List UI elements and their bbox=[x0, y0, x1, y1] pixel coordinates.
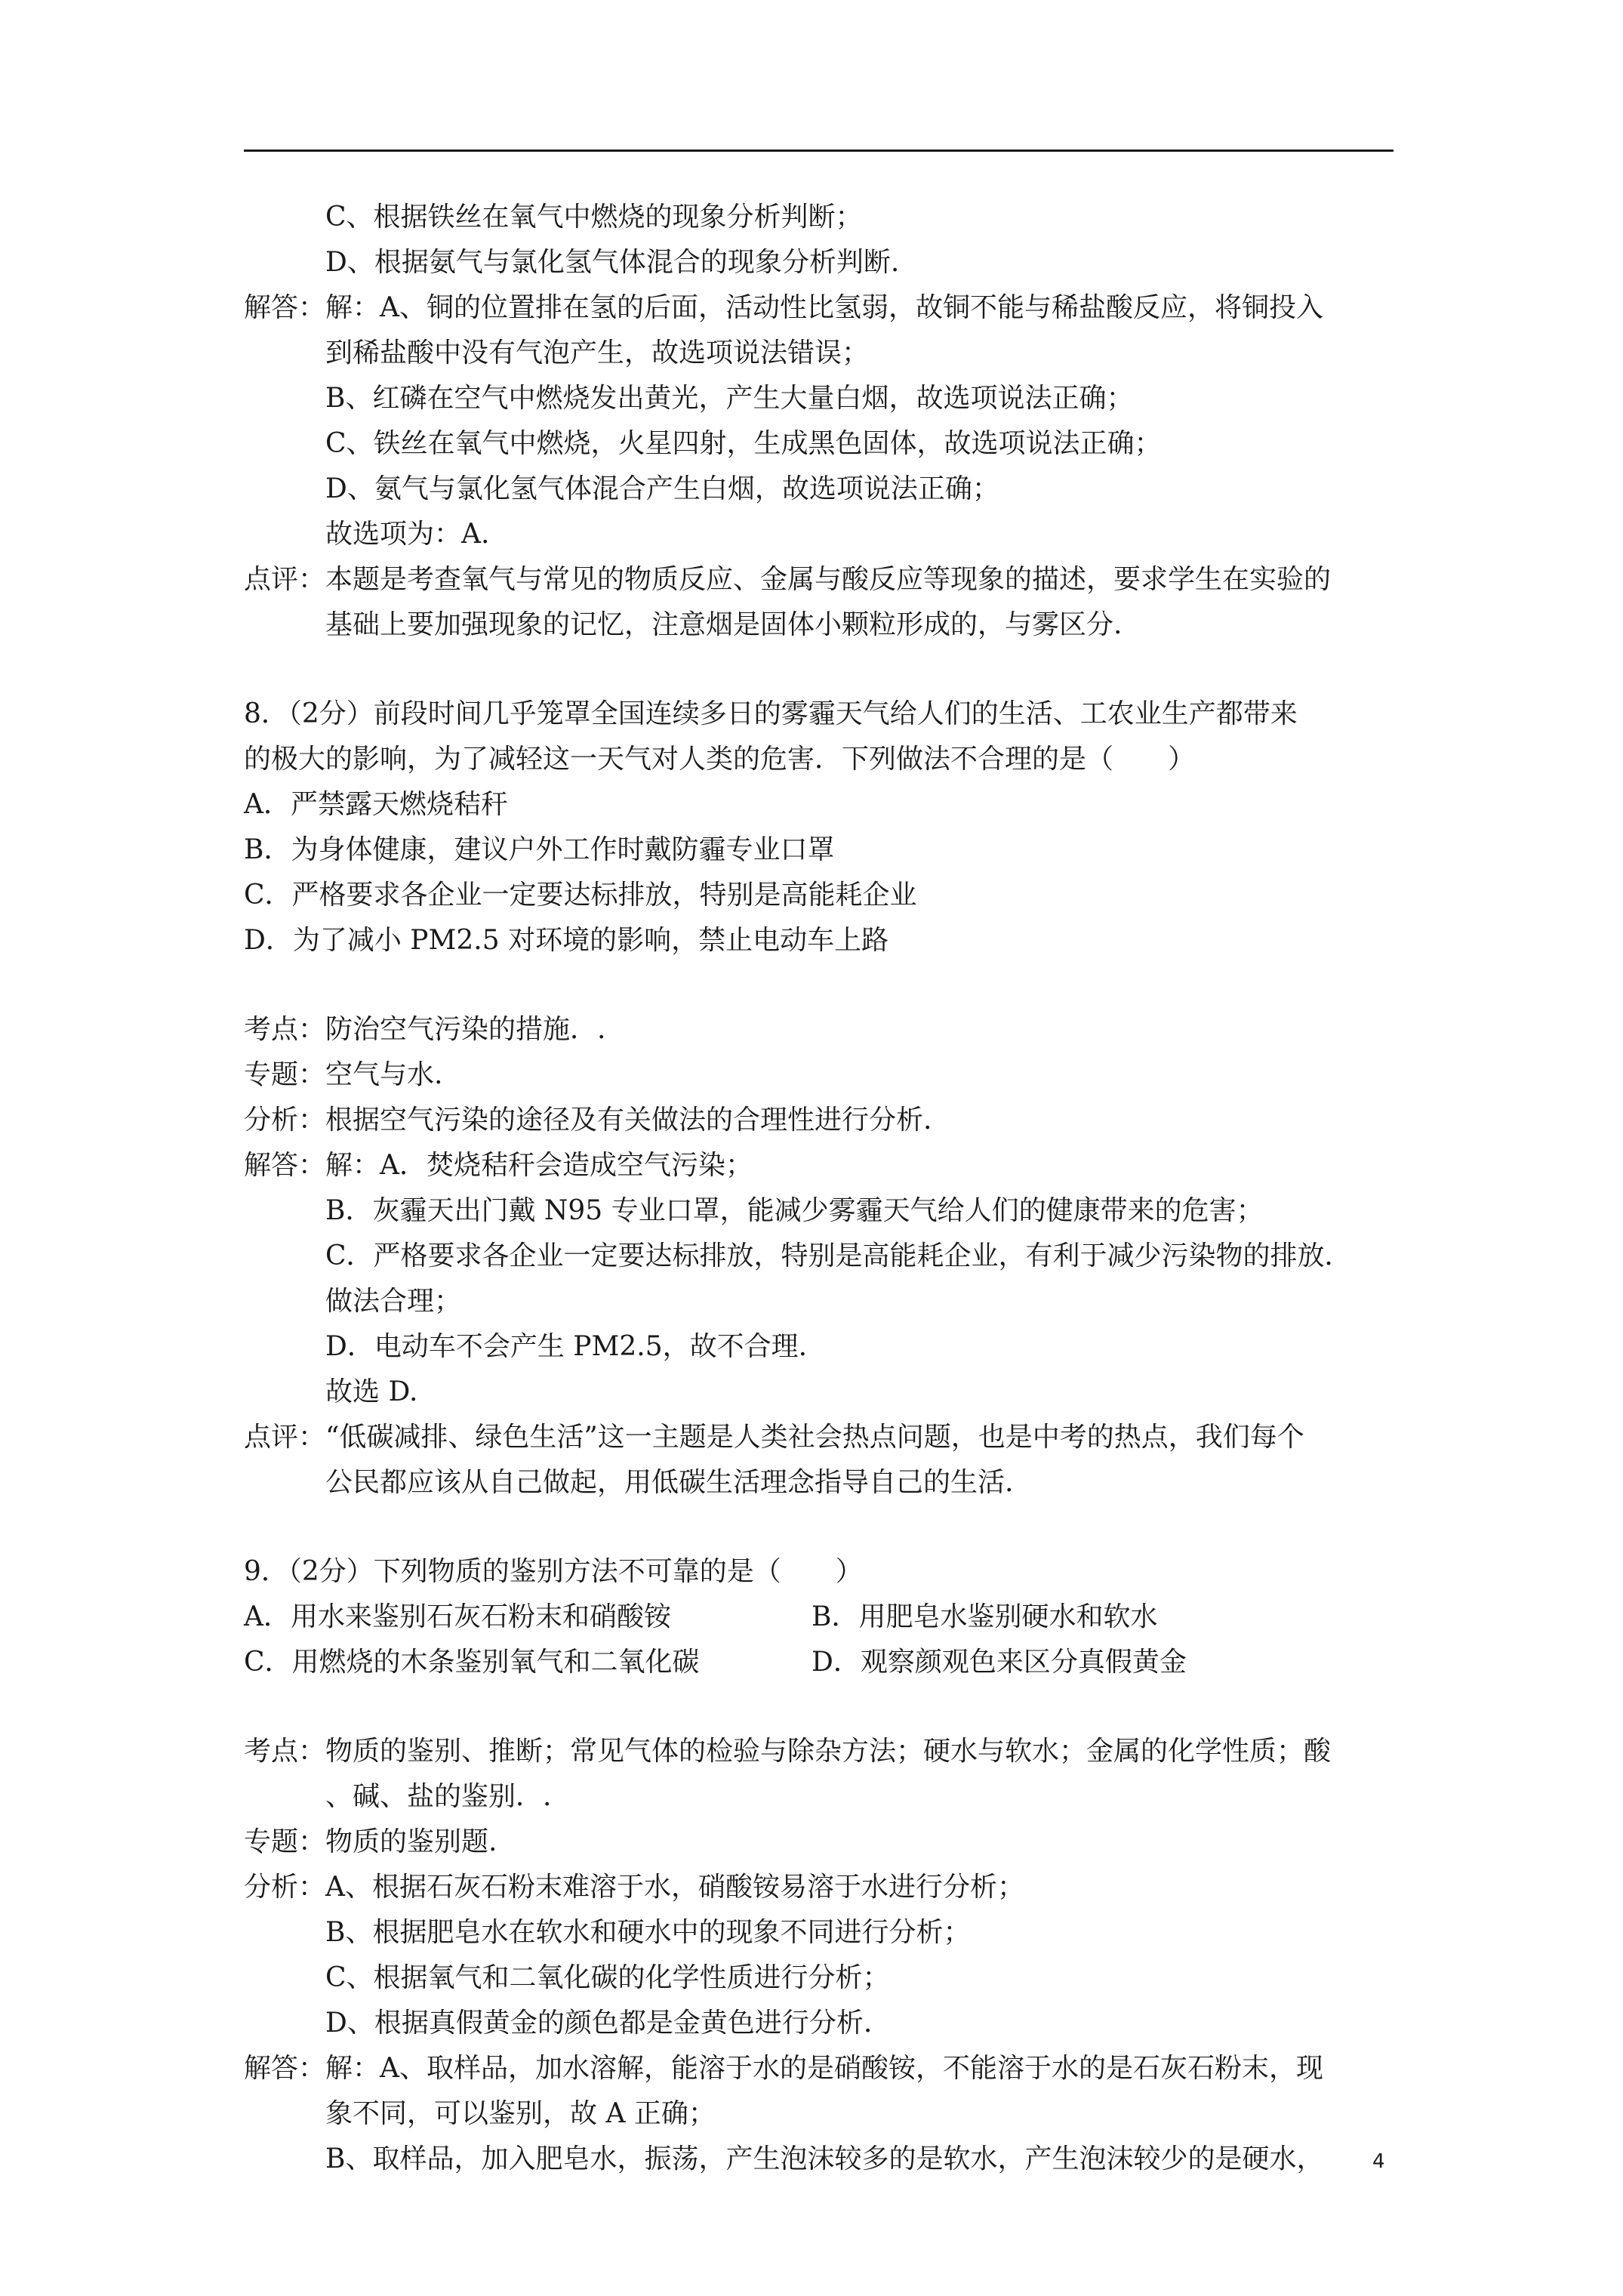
q8-comment-line1: 点评：“低碳减排、绿色生活”这一主题是人类社会热点问题，也是中考的热点，我们每个 bbox=[244, 1422, 1304, 1453]
q9-options-row2 bbox=[244, 1640, 1406, 1685]
q9-options-row1 bbox=[244, 1595, 1406, 1640]
page-number: 4 bbox=[1372, 2150, 1385, 2173]
q8-comment-line2: 公民都应该从自己做起，用低碳生活理念指导自己的生活. bbox=[325, 1467, 1014, 1498]
q8-stem-line1: 8．（2分）前段时间几乎笼罩全国连续多日的雾霾天气给人们的生活、工农业生产都带来 bbox=[244, 698, 1298, 729]
header-rule bbox=[244, 149, 1394, 152]
q9-answer-b: B、取样品，加入肥皂水，振荡，产生泡沫较多的是软水，产生泡沫较少的是硬水， bbox=[325, 2143, 1324, 2174]
q7-answer-final: 故选项为：A. bbox=[325, 519, 490, 550]
q8-answer-a: 解答：解：A．焚烧秸秆会造成空气污染； bbox=[244, 1150, 753, 1181]
q9-zhuanti: 专题：物质的鉴别题. bbox=[244, 1826, 497, 1857]
q8-zhuanti: 专题：空气与水. bbox=[244, 1059, 443, 1090]
q8-answer-c-line2: 做法合理； bbox=[325, 1286, 462, 1317]
q9-kaodian-line1: 考点：物质的鉴别、推断；常见气体的检验与除杂方法；硬水与软水；金属的化学性质；酸 bbox=[244, 1736, 1332, 1767]
q9-stem: 9．（2分）下列物质的鉴别方法不可靠的是（ ） bbox=[244, 1556, 863, 1587]
q8-answer-c-line1: C．严格要求各企业一定要达标排放，特别是高能耗企业，有利于减少污染物的排放． bbox=[325, 1240, 1352, 1271]
q7-answer-line2: 到稀盐酸中没有气泡产生，故选项说法错误； bbox=[325, 337, 870, 368]
q9-option-c: C．用燃烧的木条鉴别氧气和二氧化碳 bbox=[244, 1647, 700, 1678]
q8-kaodian: 考点：防治空气污染的措施．. bbox=[244, 1014, 606, 1045]
q7-comment-line2: 基础上要加强现象的记忆，注意烟是固体小颗粒形成的，与雾区分. bbox=[325, 609, 1123, 640]
page-content bbox=[244, 195, 1406, 2182]
q8-fenxi: 分析：根据空气污染的途径及有关做法的合理性进行分析. bbox=[244, 1105, 932, 1136]
q8-option-d: D．为了减小 PM2.5 对环境的影响，禁止电动车上路 bbox=[244, 925, 889, 956]
q9-answer-a-line1: 解答：解：A、取样品，加水溶解，能溶于水的是硝酸铵，不能溶于水的是石灰石粉末，现 bbox=[244, 2053, 1323, 2084]
q9-fenxi-d: D、根据真假黄金的颜色都是金黄色进行分析. bbox=[325, 2008, 873, 2039]
q7-answer-b: B、红磷在空气中燃烧发出黄光，产生大量白烟，故选项说法正确； bbox=[325, 383, 1134, 414]
q8-answer-final: 故选 D. bbox=[325, 1376, 418, 1407]
q9-option-a: A．用水来鉴别石灰石粉末和硝酸铵 bbox=[244, 1601, 671, 1632]
q9-option-b: B．用肥皂水鉴别硬水和软水 bbox=[812, 1601, 1158, 1632]
q7-answer-c: C、铁丝在氧气中燃烧，火星四射，生成黑色固体，故选项说法正确； bbox=[325, 428, 1162, 459]
q7-analysis-c: C、根据铁丝在氧气中燃烧的现象分析判断； bbox=[325, 202, 863, 233]
q8-answer-b: B．灰霾天出门戴 N95 专业口罩，能减少雾霾天气给人们的健康带来的危害； bbox=[325, 1195, 1264, 1226]
q8-option-c: C．严格要求各企业一定要达标排放，特别是高能耗企业 bbox=[244, 880, 917, 911]
q7-analysis-d: D、根据氨气与氯化氢气体混合的现象分析判断. bbox=[325, 247, 900, 278]
q9-fenxi-a: 分析：A、根据石灰石粉末难溶于水，硝酸铵易溶于水进行分析； bbox=[244, 1872, 1024, 1903]
q7-answer-d: D、氨气与氯化氢气体混合产生白烟，故选项说法正确； bbox=[325, 473, 999, 504]
q9-fenxi-b: B、根据肥皂水在软水和硬水中的现象不同进行分析； bbox=[325, 1917, 971, 1948]
q7-answer-line1: 解答：解：A、铜的位置排在氢的后面，活动性比氢弱，故铜不能与稀盐酸反应，将铜投入 bbox=[244, 292, 1323, 323]
q8-option-b: B．为身体健康，建议户外工作时戴防霾专业口罩 bbox=[244, 834, 835, 865]
q8-answer-d: D．电动车不会产生 PM2.5，故不合理. bbox=[325, 1331, 808, 1362]
q9-option-d: D．观察颜观色来区分真假黄金 bbox=[812, 1647, 1187, 1678]
q9-answer-a-line2: 象不同，可以鉴别，故 A 正确； bbox=[325, 2098, 716, 2129]
q9-fenxi-c: C、根据氧气和二氧化碳的化学性质进行分析； bbox=[325, 1962, 890, 1993]
q7-comment-line1: 点评：本题是考查氧气与常见的物质反应、金属与酸反应等现象的描述，要求学生在实验的 bbox=[244, 564, 1332, 595]
q8-stem-line2: 的极大的影响，为了减轻这一天气对人类的危害．下列做法不合理的是（ ） bbox=[244, 744, 1196, 775]
q8-option-a: A．严禁露天燃烧秸秆 bbox=[244, 789, 508, 820]
q9-kaodian-line2: 、碱、盐的鉴别．. bbox=[325, 1781, 552, 1812]
